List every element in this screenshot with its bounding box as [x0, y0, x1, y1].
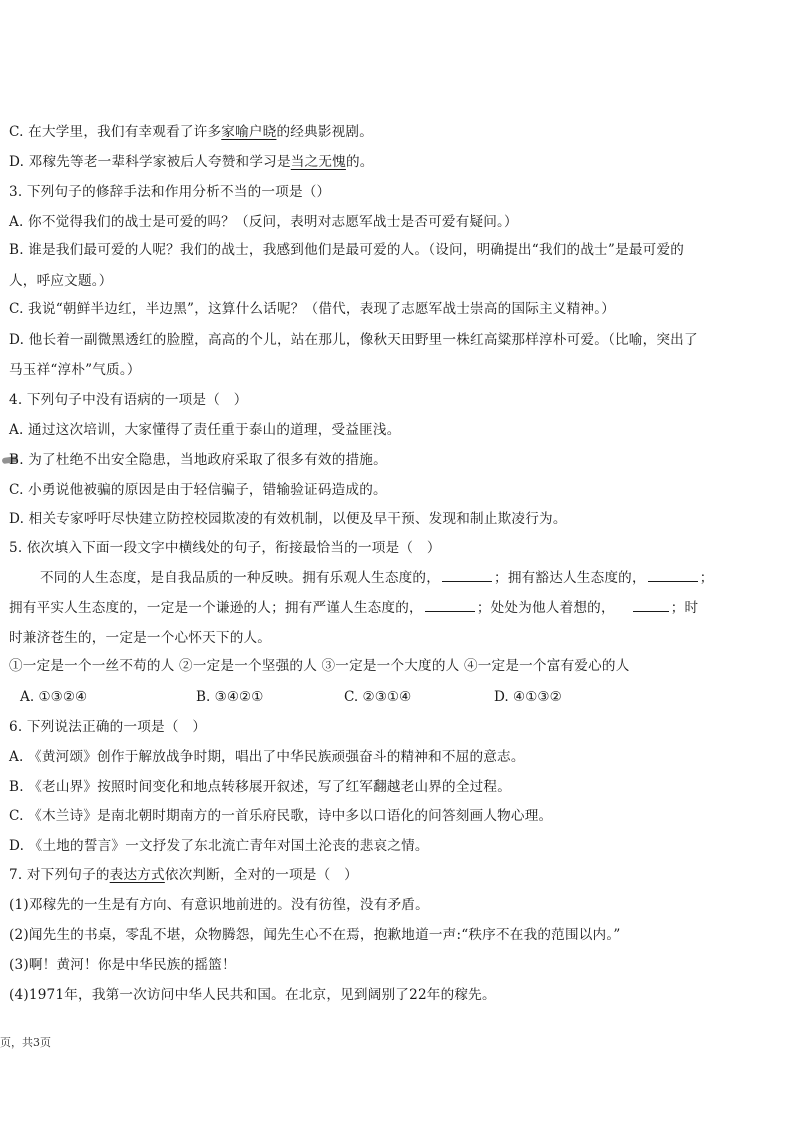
q2-option-c: C. 在大学里，我们有幸观看了许多家喻户晓的经典影视剧。 — [9, 124, 374, 140]
q7-sentence-1: (1)邓稼先的一生是有方向、有意识地前进的。没有彷徨，没有矛盾。 — [9, 897, 429, 913]
q4-option-a: A. 通过这次培训，大家懂得了责任重于泰山的道理，受益匪浅。 — [9, 422, 401, 438]
q7-sentence-4: (4)1971年，我第一次访问中华人民共和国。在北京，见到阔别了22年的稼先。 — [9, 987, 496, 1003]
q5-option-a: A. ①③②④ — [20, 689, 88, 705]
q5-sentence-items: ①一定是一个一丝不苟的人 ②一定是一个坚强的人 ③一定是一个大度的人 ④一定是一个富有爱心的人 — [9, 658, 630, 674]
q6-option-b: B. 《老山界》按照时间变化和地点转移展开叙述，写了红军翻越老山界的全过程。 — [9, 779, 512, 795]
page-footer: 页，共3页 — [0, 1036, 51, 1049]
q5-passage-line2: 拥有平实人生态度的，一定是一个谦逊的人；拥有严谨人生态度的， ；处处为他人着想的， ；时 — [9, 600, 699, 616]
fill-blank — [425, 599, 475, 612]
q4-option-d: D. 相关专家呼吁尽快建立防控校园欺凌的有效机制，以便及早干预、发现和制止欺凌行为。 — [9, 511, 567, 527]
q7-sentence-2: (2)闻先生的书桌，零乱不堪，众物腾怨，闻先生心不在焉，抱歉地道一声:“秩序不在我的范围以内。” — [9, 927, 621, 943]
q2-option-d: D. 邓稼先等老一辈科学家被后人夸赞和学习是当之无愧的。 — [9, 154, 374, 170]
fill-blank — [442, 569, 492, 582]
fill-blank — [633, 599, 669, 612]
q6-option-d: D. 《土地的誓言》一文抒发了东北流亡青年对国土沦丧的悲哀之情。 — [9, 838, 429, 854]
q6-option-a: A. 《黄河颂》创作于解放战争时期，唱出了中华民族顽强奋斗的精神和不屈的意志。 — [9, 749, 525, 765]
q3-option-d-line1: D. 他长着一副微黑透红的脸膛，高高的个儿，站在那儿，像秋天田野里一株红高粱那样淳朴可爱。（比喻，突出了 — [9, 332, 698, 348]
q3-option-a: A. 你不觉得我们的战士是可爱的吗？（反问，表明对志愿军战士是否可爱有疑问。） — [9, 214, 518, 230]
question-5: 5. 依次填入下面一段文字中横线处的句子，衔接最恰当的一项是（ ） — [9, 540, 441, 556]
q4-option-b: B. 为了杜绝不出安全隐患，当地政府采取了很多有效的措施。 — [9, 452, 387, 468]
q5-passage-line1: 不同的人生态度，是自我品质的一种反映。拥有乐观人生态度的， ；拥有豁达人生态度的， ； — [40, 570, 714, 586]
q3-option-b-line1: B. 谁是我们最可爱的人呢？我们的战士，我感到他们是最可爱的人。（设问，明确提出“我们的战士”是最可爱的 — [9, 242, 685, 258]
q3-option-d-line2: 马玉祥“淳朴”气质。） — [9, 362, 141, 378]
q5-option-b: B. ③④②① — [196, 689, 264, 705]
fill-blank — [648, 569, 698, 582]
q5-option-c: C. ②③①④ — [344, 689, 412, 705]
q5-option-d: D. ④①③② — [494, 689, 562, 705]
question-6: 6. 下列说法正确的一项是（ ） — [9, 719, 207, 735]
q3-option-b-line2: 人，呼应文题。） — [9, 273, 113, 289]
question-7: 7. 对下列句子的表达方式依次判断，全对的一项是（ ） — [9, 867, 358, 883]
q3-option-c: C. 我说“朝鲜半边红，半边黑”，这算什么话呢？（借代，表现了志愿军战士崇高的国际主义精神。） — [9, 301, 615, 317]
q7-sentence-3: (3)啊！黄河！你是中华民族的摇篮！ — [9, 957, 236, 973]
question-3: 3. 下列句子的修辞手法和作用分析不当的一项是（） — [9, 184, 331, 200]
question-4: 4. 下列句子中没有语病的一项是（ ） — [9, 392, 248, 408]
q6-option-c: C. 《木兰诗》是南北朝时期南方的一首乐府民歌，诗中多以口语化的问答刻画人物心理。 — [9, 808, 553, 824]
q5-passage-line3: 时兼济苍生的，一定是一个心怀天下的人。 — [9, 630, 272, 646]
q4-option-c: C. 小勇说他被骗的原因是由于轻信骗子，错输验证码造成的。 — [9, 482, 387, 498]
